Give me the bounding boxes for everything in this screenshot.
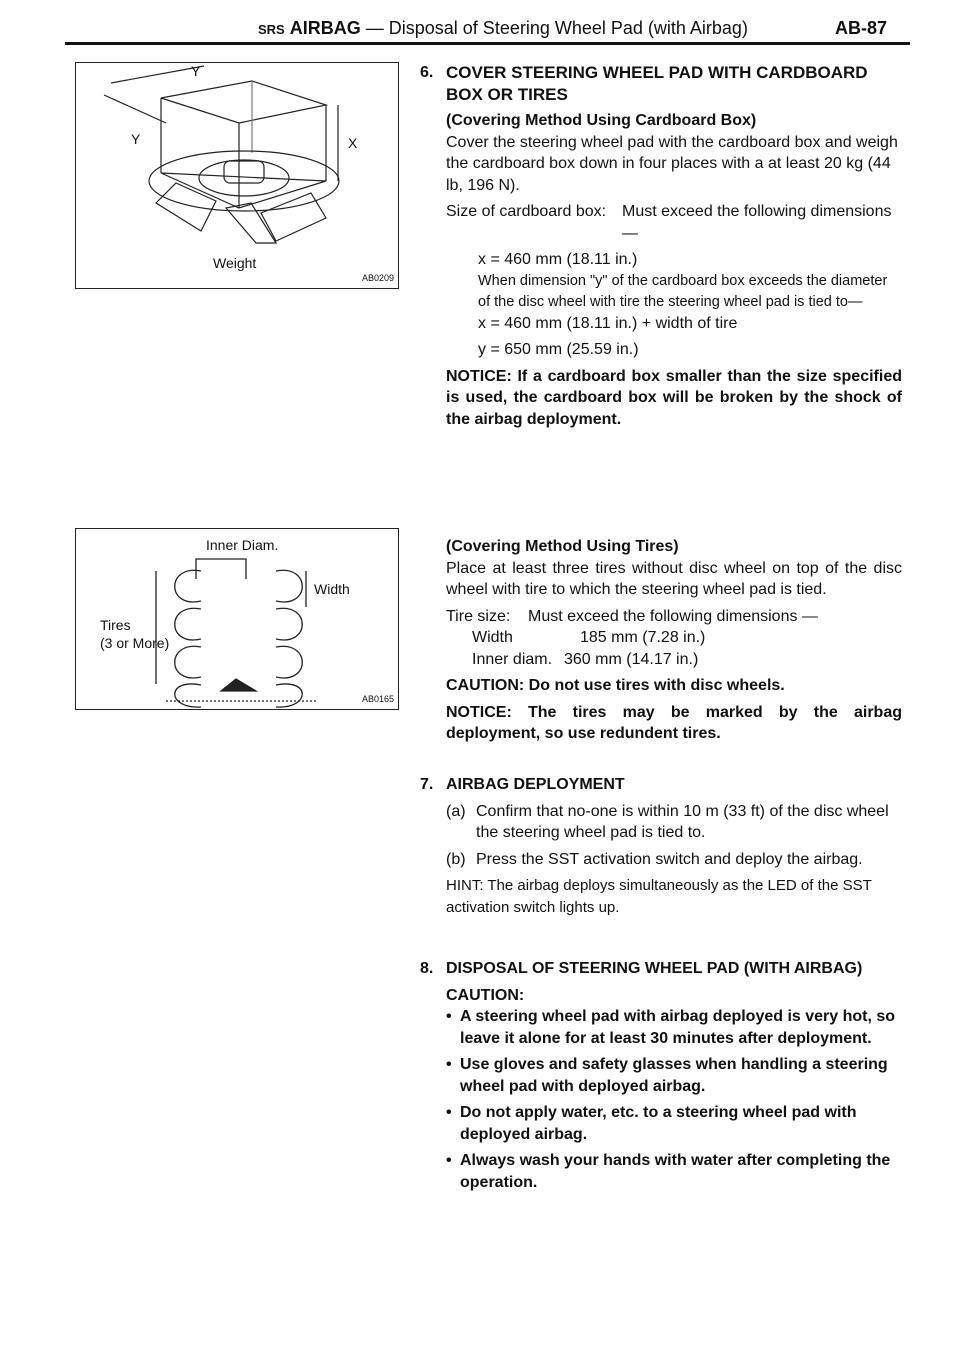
size-label: Size of cardboard box: (446, 203, 607, 220)
caution-bullet (420, 1150, 902, 1193)
step-title: DISPOSAL OF STEERING WHEEL PAD (WITH AIRBAG) (446, 960, 863, 977)
size-value: Must exceed the following dimensions— (622, 203, 892, 242)
bullet-text: Do not apply water, etc. to a steering wheel pad with deployed airbag. (460, 1104, 857, 1143)
caution-text: Do not use tires with disc wheels. (528, 677, 785, 694)
bullet-text: Use gloves and safety glasses when handling a steering wheel pad with deployed airbag. (460, 1056, 888, 1095)
bullet-icon: • (446, 1008, 452, 1025)
header-srs: SRS (258, 22, 285, 37)
bullet-icon: • (446, 1152, 452, 1169)
x-dimension-alt: x = 460 mm (18.11 in.) + width of tire (478, 314, 738, 332)
dimension-x-label: X (348, 135, 358, 151)
x-dimension: x = 460 mm (18.11 in.) (478, 251, 638, 268)
tires-label: Tires (100, 617, 131, 633)
step-number: 8. (420, 960, 434, 977)
caution-bullet (420, 1006, 902, 1049)
when-dimension-text: When dimension "y" of the cardboard box exceeds the diameter of the disc wheel with tire the steering wheel pad is tied to— (478, 272, 888, 310)
step-8 (420, 958, 902, 1193)
tires-method-text: Place at least three tires without disc wheel on top of the disc wheel with tire to which the steering wheel pad is tied. (446, 559, 902, 598)
notice-cardboard: NOTICE: If a cardboard box smaller than the size specified is used, the cardboard box will be broken by the shock of the airbag deployment. (446, 367, 902, 428)
header-rule (65, 42, 910, 45)
step-title: AIRBAG DEPLOYMENT (446, 776, 625, 793)
bullet-text: Always wash your hands with water after completing the operation. (460, 1152, 891, 1191)
caution-bullet (420, 1102, 902, 1145)
width-label: Width (314, 581, 350, 597)
cardboard-method-heading: (Covering Method Using Cardboard Box) (446, 112, 757, 129)
caution-bullet (420, 1054, 902, 1097)
inner-diam-label: Inner diam. (472, 650, 553, 668)
bullet-icon: • (446, 1104, 452, 1121)
notice-label: NOTICE: (446, 703, 512, 721)
item-text: Press the SST activation switch and deploy the airbag. (476, 850, 863, 868)
item-key: (b) (446, 850, 466, 868)
figure-cardboard-box (75, 62, 399, 289)
list-item (420, 801, 902, 844)
step-title: COVER STEERING WHEEL PAD WITH CARDBOARD BOX OR TIRES (446, 63, 868, 104)
step-number: 7. (420, 776, 434, 793)
tires-count-label: (3 or More) (100, 635, 170, 651)
notice-tires-text: The tires may be marked by the airbag deployment, so use redundent tires. (446, 703, 902, 742)
size-row (420, 201, 902, 244)
dimension-y-label: Y (191, 63, 201, 79)
step-number: 6. (420, 64, 434, 81)
y-dimension: y = 650 mm (25.59 in.) (478, 341, 639, 358)
cardboard-method-text: Cover the steering wheel pad with the cardboard box and weigh the cardboard box down in four places with a at least 20 kg (44 lb, 196 N). (446, 133, 898, 194)
caution-label: CAUTION: (446, 986, 525, 1004)
tire-size-value: Must exceed the following dimensions — (528, 607, 818, 625)
inner-diam-value: 360 mm (14.17 in.) (564, 650, 699, 668)
hint-text: HINT: The airbag deploys simultaneously as the LED of the SST activation switch lights up. (446, 877, 872, 916)
figure-code: AB0209 (361, 273, 394, 283)
step-7 (420, 774, 902, 918)
inner-diameter-label: Inner Diam. (206, 537, 279, 553)
caution-label: CAUTION: (446, 677, 525, 694)
width-label: Width (472, 629, 513, 646)
tire-size-row (420, 606, 902, 628)
weight-label: Weight (213, 255, 257, 271)
figure-code: AB0165 (361, 694, 394, 704)
width-row (420, 627, 902, 649)
header-subtitle: — Disposal of Steering Wheel Pad (with Airbag) (365, 18, 748, 38)
header-title (258, 18, 748, 39)
bullet-icon: • (446, 1056, 452, 1073)
page-header (0, 0, 960, 60)
header-section: AIRBAG (289, 18, 361, 38)
item-text: Confirm that no-one is within 10 m (33 ft) of the disc wheel the steering wheel pad is tied to. (476, 802, 889, 841)
width-value: 185 mm (7.28 in.) (580, 629, 706, 646)
inner-diam-row (420, 649, 902, 671)
figure-tires (75, 528, 399, 710)
bullet-text: A steering wheel pad with airbag deployed is very hot, so leave it alone for at least 30 minutes after deployment. (460, 1008, 896, 1047)
tire-size-label: Tire size: (446, 607, 511, 625)
dimension-y-label: Y (131, 131, 141, 147)
step-6-tires (420, 536, 902, 745)
step-6 (420, 62, 902, 430)
list-item (420, 849, 902, 871)
page-number: AB-87 (835, 18, 888, 38)
tires-method-heading: (Covering Method Using Tires) (446, 538, 679, 555)
item-key: (a) (446, 802, 466, 820)
